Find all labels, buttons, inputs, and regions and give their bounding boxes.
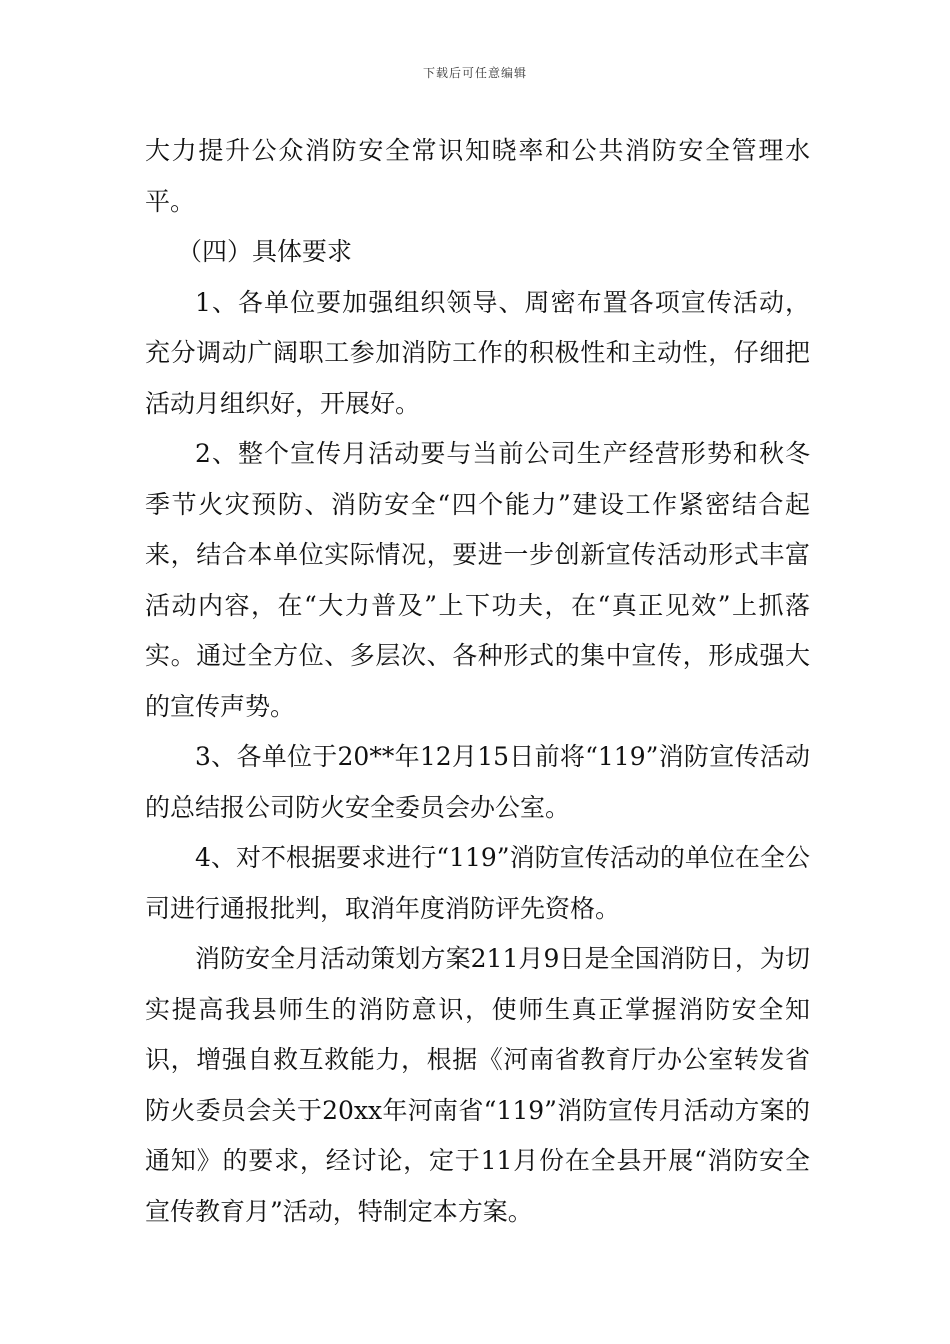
paragraph-plan-intro: 消防安全月活动策划方案211月9日是全国消防日，为切实提高我县师生的消防意识，使师生真正掌握消防安全知识，增强自救互救能力，根据《河南省教育厅办公室转发省防火委员会关于20xx年河南省“119”消防宣传月活动方案的通知》的要求，经讨论，定于11月份在全县开展“消防安全宣传教育月”活动，特制定本方案。 [145, 944, 810, 1226]
page-header: 下载后可任意编辑 [422, 66, 527, 80]
document-body [145, 126, 810, 1237]
paragraph-item-3: 3、各单位于20**年12月15日前将“119”消防宣传活动的总结报公司防火安全委员会办公室。 [145, 742, 810, 822]
paragraph-item-1: 1、各单位要加强组织领导、周密布置各项宣传活动，充分调动广阔职工参加消防工作的积极性和主动性，仔细把活动月组织好，开展好。 [145, 287, 810, 418]
paragraph-item-2: 2、整个宣传月活动要与当前公司生产经营形势和秋冬季节火灾预防、消防安全“四个能力”建设工作紧密结合起来，结合本单位实际情况，要进一步创新宣传活动形式丰富活动内容，在“大力普及”上下功夫，在“真正见效”上抓落实。通过全方位、多层次、各种形式的集中宣传，形成强大的宣传声势。 [145, 439, 810, 721]
section-heading: （四）具体要求 [177, 237, 353, 266]
paragraph-continuation: 大力提升公众消防安全常识知晓率和公共消防安全管理水平。 [145, 136, 810, 216]
paragraph-item-4: 4、对不根据要求进行“119”消防宣传活动的单位在全公司进行通报批判，取消年度消防评先资格。 [145, 843, 810, 923]
